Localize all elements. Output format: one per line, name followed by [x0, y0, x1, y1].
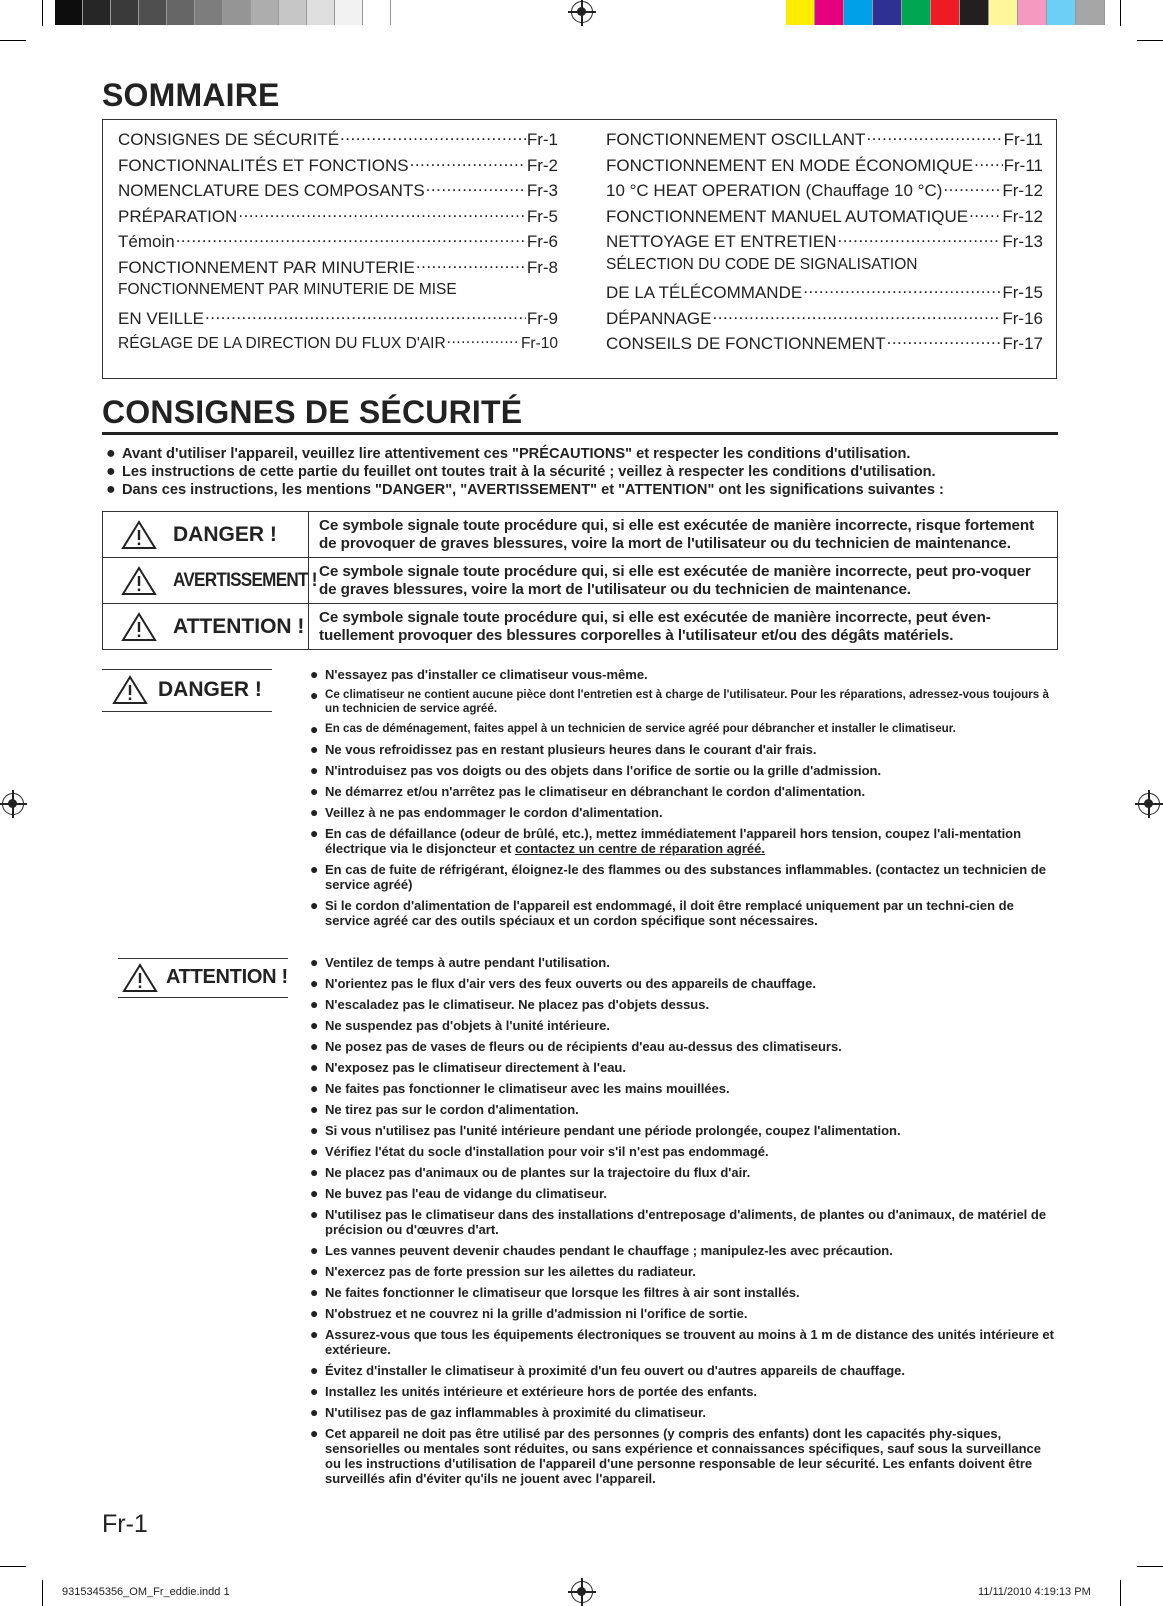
toc-entry	[118, 307, 558, 333]
list-item: ● Ne buvez pas l'eau de vidange du climatiseur.	[310, 1185, 607, 1201]
signal-label-danger: DANGER !	[103, 512, 309, 558]
signal-description: Ce symbole signale toute procédure qui, si elle est exécutée de manière incorrecte, risque fortement de provoquer de graves blessures, voire la mort de l'utilisateur ou du technicien de maintenance.	[309, 512, 1058, 558]
crop-mark	[1120, 0, 1121, 26]
safety-heading: CONSIGNES DE SÉCURITÉ	[102, 394, 523, 430]
crop-mark	[0, 1566, 26, 1567]
list-item: ● Les vannes peuvent devenir chaudes pendant le chauffage ; manipulez-les avec précaution.	[310, 1242, 893, 1258]
toc-leader-dots	[447, 332, 520, 348]
list-item: ● Ce climatiseur ne contient aucune pièce dont l'entretien est à charge de l'utilisateur. Pour les réparations, adressez-vous toujours à un technicien de service agréé.	[310, 687, 1049, 715]
toc-entry-page: Fr-3	[526, 181, 558, 200]
list-item: ● En cas de déménagement, faites appel à un technicien de service agréé pour débrancher et installer le climatiseur.	[310, 721, 956, 737]
list-item: ● Ne tirez pas sur le cordon d'alimentation.	[310, 1101, 579, 1117]
intro-bullet: ● Avant d'utiliser l'appareil, veuillez lire attentivement ces "PRÉCAUTIONS" et respecter les conditions d'utilisation.	[106, 445, 911, 462]
toc-entry-page: Fr-13	[1002, 232, 1043, 251]
toc-entry-title: CONSEILS DE FONCTIONNEMENT	[606, 334, 886, 353]
toc-entry-page: Fr-12	[1002, 206, 1043, 226]
toc-entry-page: Fr-11	[1003, 130, 1043, 149]
toc-leader-dots	[837, 230, 1001, 247]
toc-entry-title: 10 °C HEAT OPERATION (Chauffage 10 °C)	[606, 181, 943, 200]
color-swatch	[83, 0, 111, 25]
color-swatch	[223, 0, 251, 25]
color-swatch	[111, 0, 139, 25]
toc-leader-dots	[713, 307, 1002, 324]
toc-entry	[606, 332, 1043, 358]
color-swatch	[335, 0, 363, 25]
toc-left-column	[118, 128, 558, 358]
toc-leader-dots	[340, 128, 526, 145]
toc-entry	[606, 128, 1043, 154]
toc-entry-page: Fr-8	[526, 257, 558, 277]
list-item: ● N'exercez pas de forte pression sur les ailettes du radiateur.	[310, 1263, 696, 1279]
toc-entry-page: Fr-15	[1002, 283, 1043, 302]
toc-entry	[118, 230, 558, 256]
page-number: Fr-1	[102, 1510, 148, 1538]
toc-leader-dots	[416, 256, 526, 273]
registration-mark-icon	[1138, 793, 1160, 815]
attention-label-rule-top	[118, 958, 288, 959]
grayscale-calibration-strip	[55, 0, 391, 25]
list-item: ● N'utilisez pas de gaz inflammables à proximité du climatiseur.	[310, 1404, 706, 1420]
toc-leader-dots	[426, 179, 526, 196]
danger-list	[310, 667, 1060, 934]
warning-triangle-icon	[112, 675, 148, 705]
toc-entry	[606, 307, 1043, 333]
signal-label-warning: AVERTISSEMENT !	[103, 558, 309, 604]
color-swatch	[1047, 0, 1076, 25]
color-swatch	[251, 0, 279, 25]
toc-leader-dots	[969, 205, 1001, 222]
color-swatch	[1076, 0, 1105, 25]
toc-entry	[118, 332, 558, 358]
repair-center-underlined-text: contactez un centre de réparation agréé.	[515, 841, 765, 856]
color-calibration-strip	[786, 0, 1105, 25]
toc-entry-title: SÉLECTION DU CODE DE SIGNALISATION	[606, 255, 918, 273]
list-item: ● Installez les unités intérieure et extérieure hors de portée des enfants.	[310, 1383, 758, 1399]
color-swatch	[1018, 0, 1047, 25]
intro-bullets	[106, 445, 1056, 499]
toc-entry-title: DE LA TÉLÉCOMMANDE	[606, 283, 803, 302]
color-swatch	[307, 0, 335, 25]
color-swatch	[195, 0, 223, 25]
list-item: ● Ne faites fonctionner le climatiseur que lorsque les filtres à air sont installés.	[310, 1284, 800, 1300]
color-swatch	[279, 0, 307, 25]
toc-entry-page: Fr-9	[526, 308, 558, 328]
toc-entry-page: Fr-5	[526, 206, 558, 226]
toc-entry	[606, 230, 1043, 256]
toc-entry-page: Fr-16	[1002, 308, 1043, 328]
toc-leader-dots	[887, 332, 1002, 349]
list-item: ● Vérifiez l'état du socle d'installation pour voir s'il n'est pas endommagé.	[310, 1143, 769, 1159]
color-swatch	[931, 0, 960, 25]
warning-triangle-icon	[121, 566, 157, 596]
toc-entry-title: FONCTIONNEMENT EN MODE ÉCONOMIQUE	[606, 155, 974, 175]
color-swatch	[960, 0, 989, 25]
toc-entry	[606, 154, 1043, 180]
intro-bullet: ● Les instructions de cette partie du feuillet ont toutes trait à la sécurité ; veillez à respecter les conditions d'utilisation.	[106, 463, 936, 480]
warning-triangle-icon	[121, 520, 157, 550]
table-row	[103, 558, 1058, 604]
toc-entry-page: Fr-17	[1002, 334, 1043, 353]
list-item: ● Ventilez de temps à autre pendant l'utilisation.	[310, 954, 610, 970]
toc-entry-title: CONSIGNES DE SÉCURITÉ	[118, 130, 340, 149]
intro-bullet: ● Dans ces instructions, les mentions "DANGER", "AVERTISSEMENT" et "ATTENTION" ont les significations suivantes :	[106, 481, 944, 498]
toc-entry-title: FONCTIONNALITÉS ET FONCTIONS	[118, 155, 409, 175]
toc-leader-dots	[205, 307, 526, 324]
list-item: ● Ne démarrez et/ou n'arrêtez pas le climatiseur en débranchant le cordon d'alimentation.	[310, 783, 866, 799]
toc-entry-page: Fr-1	[526, 130, 558, 149]
list-item: ● N'obstruez et ne couvrez ni la grille d'admission ni l'orifice de sortie.	[310, 1305, 748, 1321]
list-item: ● Assurez-vous que tous les équipements électroniques se trouvent au moins à 1 m de distance des unités intérieure et extérieure.	[310, 1326, 1054, 1357]
list-item: ● Ne vous refroidissez pas en restant plusieurs heures dans le courant d'air frais.	[310, 741, 817, 757]
toc-leader-dots	[943, 179, 1001, 196]
toc-entry	[118, 154, 558, 180]
toc-entry-page: Fr-2	[526, 155, 558, 175]
registration-mark-icon	[571, 1581, 593, 1603]
warning-triangle-icon	[122, 963, 158, 993]
toc-entry-title: FONCTIONNEMENT MANUEL AUTOMATIQUE	[606, 206, 969, 226]
footer-datetime: 11/11/2010 4:19:13 PM	[978, 1586, 1091, 1598]
toc-entry	[606, 205, 1043, 231]
attention-list	[310, 955, 1060, 1492]
danger-label-rule-bottom	[102, 711, 272, 712]
crop-mark	[42, 1580, 43, 1606]
color-swatch	[873, 0, 902, 25]
list-item: ● Ne placez pas d'animaux ou de plantes sur la trajectoire du flux d'air.	[310, 1164, 751, 1180]
toc-entry-title: FONCTIONNEMENT OSCILLANT	[606, 130, 866, 149]
toc-right-column	[606, 128, 1043, 358]
crop-mark	[42, 0, 43, 26]
toc-entry	[118, 179, 558, 205]
signal-description: Ce symbole signale toute procédure qui, si elle est exécutée de manière incorrecte, peut éven-tuellement provoquer des blessures corporelles à l'utilisateur et/ou des dégâts matériels.	[309, 604, 1058, 650]
list-item: ● En cas de fuite de réfrigérant, éloignez-le des flammes ou des substances inflammables. (contactez un technicien de service agréé)	[310, 861, 1046, 892]
toc-entry	[118, 128, 558, 154]
toc-entry	[118, 256, 558, 282]
toc-leader-dots	[410, 154, 526, 171]
toc-entry-title: Témoin	[118, 232, 175, 251]
list-item: ● N'exposez pas le climatiseur directement à l'eau.	[310, 1059, 626, 1075]
list-item: ● Cet appareil ne doit pas être utilisé par des personnes (y compris des enfants) dont les capacités phy-siques, sensorielles ou mentales sont réduites, ou sans expérience et connaissances spécifiques, sauf sous la surveillance ou les instructions d'utilisation de l'appareil d'une personne responsable de leur sécurité. Les enfants doivent être surveillés afin d'éviter qu'ils ne jouent avec l'appareil.	[310, 1425, 1042, 1486]
toc-entry-title: FONCTIONNEMENT PAR MINUTERIE DE MISE	[118, 281, 457, 298]
footer-filename: 9315345356_OM_Fr_eddie.indd 1	[62, 1586, 230, 1598]
toc-entry-title: FONCTIONNEMENT PAR MINUTERIE	[118, 257, 415, 277]
list-item: ● Ne posez pas de vases de fleurs ou de récipients d'eau au-dessus des climatiseurs.	[310, 1038, 842, 1054]
crop-mark	[1137, 40, 1163, 41]
list-item: ● Ne faites pas fonctionner le climatiseur avec les mains mouillées.	[310, 1080, 730, 1096]
crop-mark	[0, 40, 26, 41]
toc-entry-title: RÉGLAGE DE LA DIRECTION DU FLUX D'AIR	[118, 334, 446, 352]
list-item: ● Si le cordon d'alimentation de l'appareil est endommagé, il doit être remplacé uniquement par un techni-cien de service agréé car des outils spéciaux et un cordon spécifique sont nécessaires.	[310, 897, 1014, 928]
toc-entry	[606, 281, 1043, 307]
toc-entry-page: Fr-6	[526, 232, 558, 251]
warning-triangle-icon	[121, 612, 157, 642]
registration-mark-icon	[2, 793, 24, 815]
list-item: ● Évitez d'installer le climatiseur à proximité d'un feu ouvert ou d'autres appareils de chauffage.	[310, 1362, 905, 1378]
toc-entry-page: Fr-12	[1002, 181, 1043, 200]
toc-entry-title: NETTOYAGE ET ENTRETIEN	[606, 232, 837, 251]
signal-label-attention: ATTENTION !	[103, 604, 309, 650]
danger-label-rule-top	[102, 669, 272, 670]
signal-description: Ce symbole signale toute procédure qui, si elle est exécutée de manière incorrecte, peut pro-voquer de graves blessures, voire la mort de l'utilisateur ou du technicien de maintenance.	[309, 558, 1058, 604]
color-swatch	[139, 0, 167, 25]
color-swatch	[167, 0, 195, 25]
toc-entry-title: PRÉPARATION	[118, 206, 238, 226]
color-swatch	[786, 0, 815, 25]
crop-mark	[1120, 1580, 1121, 1606]
list-item: ● N'utilisez pas le climatiseur dans des installations d'entreposage d'aliments, de plantes ou d'animaux, de matériel de précision ou d'œuvres d'art.	[310, 1206, 1047, 1237]
toc-entry	[118, 281, 558, 307]
crop-mark	[1137, 1566, 1163, 1567]
toc-entry-title: EN VEILLE	[118, 308, 204, 328]
table-row	[103, 512, 1058, 558]
toc-leader-dots	[866, 128, 1002, 145]
toc-leader-dots	[803, 281, 1001, 298]
registration-mark-icon	[571, 1, 593, 23]
toc-leader-dots	[176, 230, 526, 247]
list-item: ● Ne suspendez pas d'objets à l'unité intérieure.	[310, 1017, 611, 1033]
contents-heading: SOMMAIRE	[102, 77, 280, 113]
toc-entry-page: Fr-11	[1003, 155, 1043, 175]
color-swatch	[844, 0, 873, 25]
toc-leader-dots	[238, 205, 525, 222]
toc-entry	[606, 256, 1043, 282]
list-item: ● N'orientez pas le flux d'air vers des feux ouverts ou des appareils de chauffage.	[310, 975, 816, 991]
list-item: ● Si vous n'utilisez pas l'unité intérieure pendant une période prolongée, coupez l'alimentation.	[310, 1122, 901, 1138]
toc-entry	[118, 205, 558, 231]
color-swatch	[363, 0, 391, 25]
table-row	[103, 604, 1058, 650]
attention-label-rule-bottom	[118, 997, 288, 998]
toc-entry	[606, 179, 1043, 205]
safety-heading-rule	[102, 432, 1058, 435]
color-swatch	[815, 0, 844, 25]
signal-words-table	[102, 511, 1058, 650]
color-swatch	[989, 0, 1018, 25]
table-of-contents	[102, 119, 1057, 379]
list-item: ● N'introduisez pas vos doigts ou des objets dans l'orifice de sortie ou la grille d'admission.	[310, 762, 882, 778]
list-item: ● N'escaladez pas le climatiseur. Ne placez pas d'objets dessus.	[310, 996, 710, 1012]
toc-entry-title: NOMENCLATURE DES COMPOSANTS	[118, 181, 425, 200]
color-swatch	[55, 0, 83, 25]
list-item: ● N'essayez pas d'installer ce climatiseur vous-même.	[310, 666, 648, 682]
list-item: ● Veillez à ne pas endommager le cordon d'alimentation.	[310, 804, 663, 820]
toc-entry-title: DÉPANNAGE	[606, 308, 712, 328]
color-swatch	[902, 0, 931, 25]
list-item: ● En cas de défaillance (odeur de brûlé, etc.), mettez immédiatement l'appareil hors tension, coupez l'ali-mentation électrique via le disjoncteur et contactez un centre de réparation agréé.	[310, 825, 1022, 856]
toc-leader-dots	[974, 154, 1003, 171]
toc-entry-page: Fr-10	[520, 334, 558, 352]
